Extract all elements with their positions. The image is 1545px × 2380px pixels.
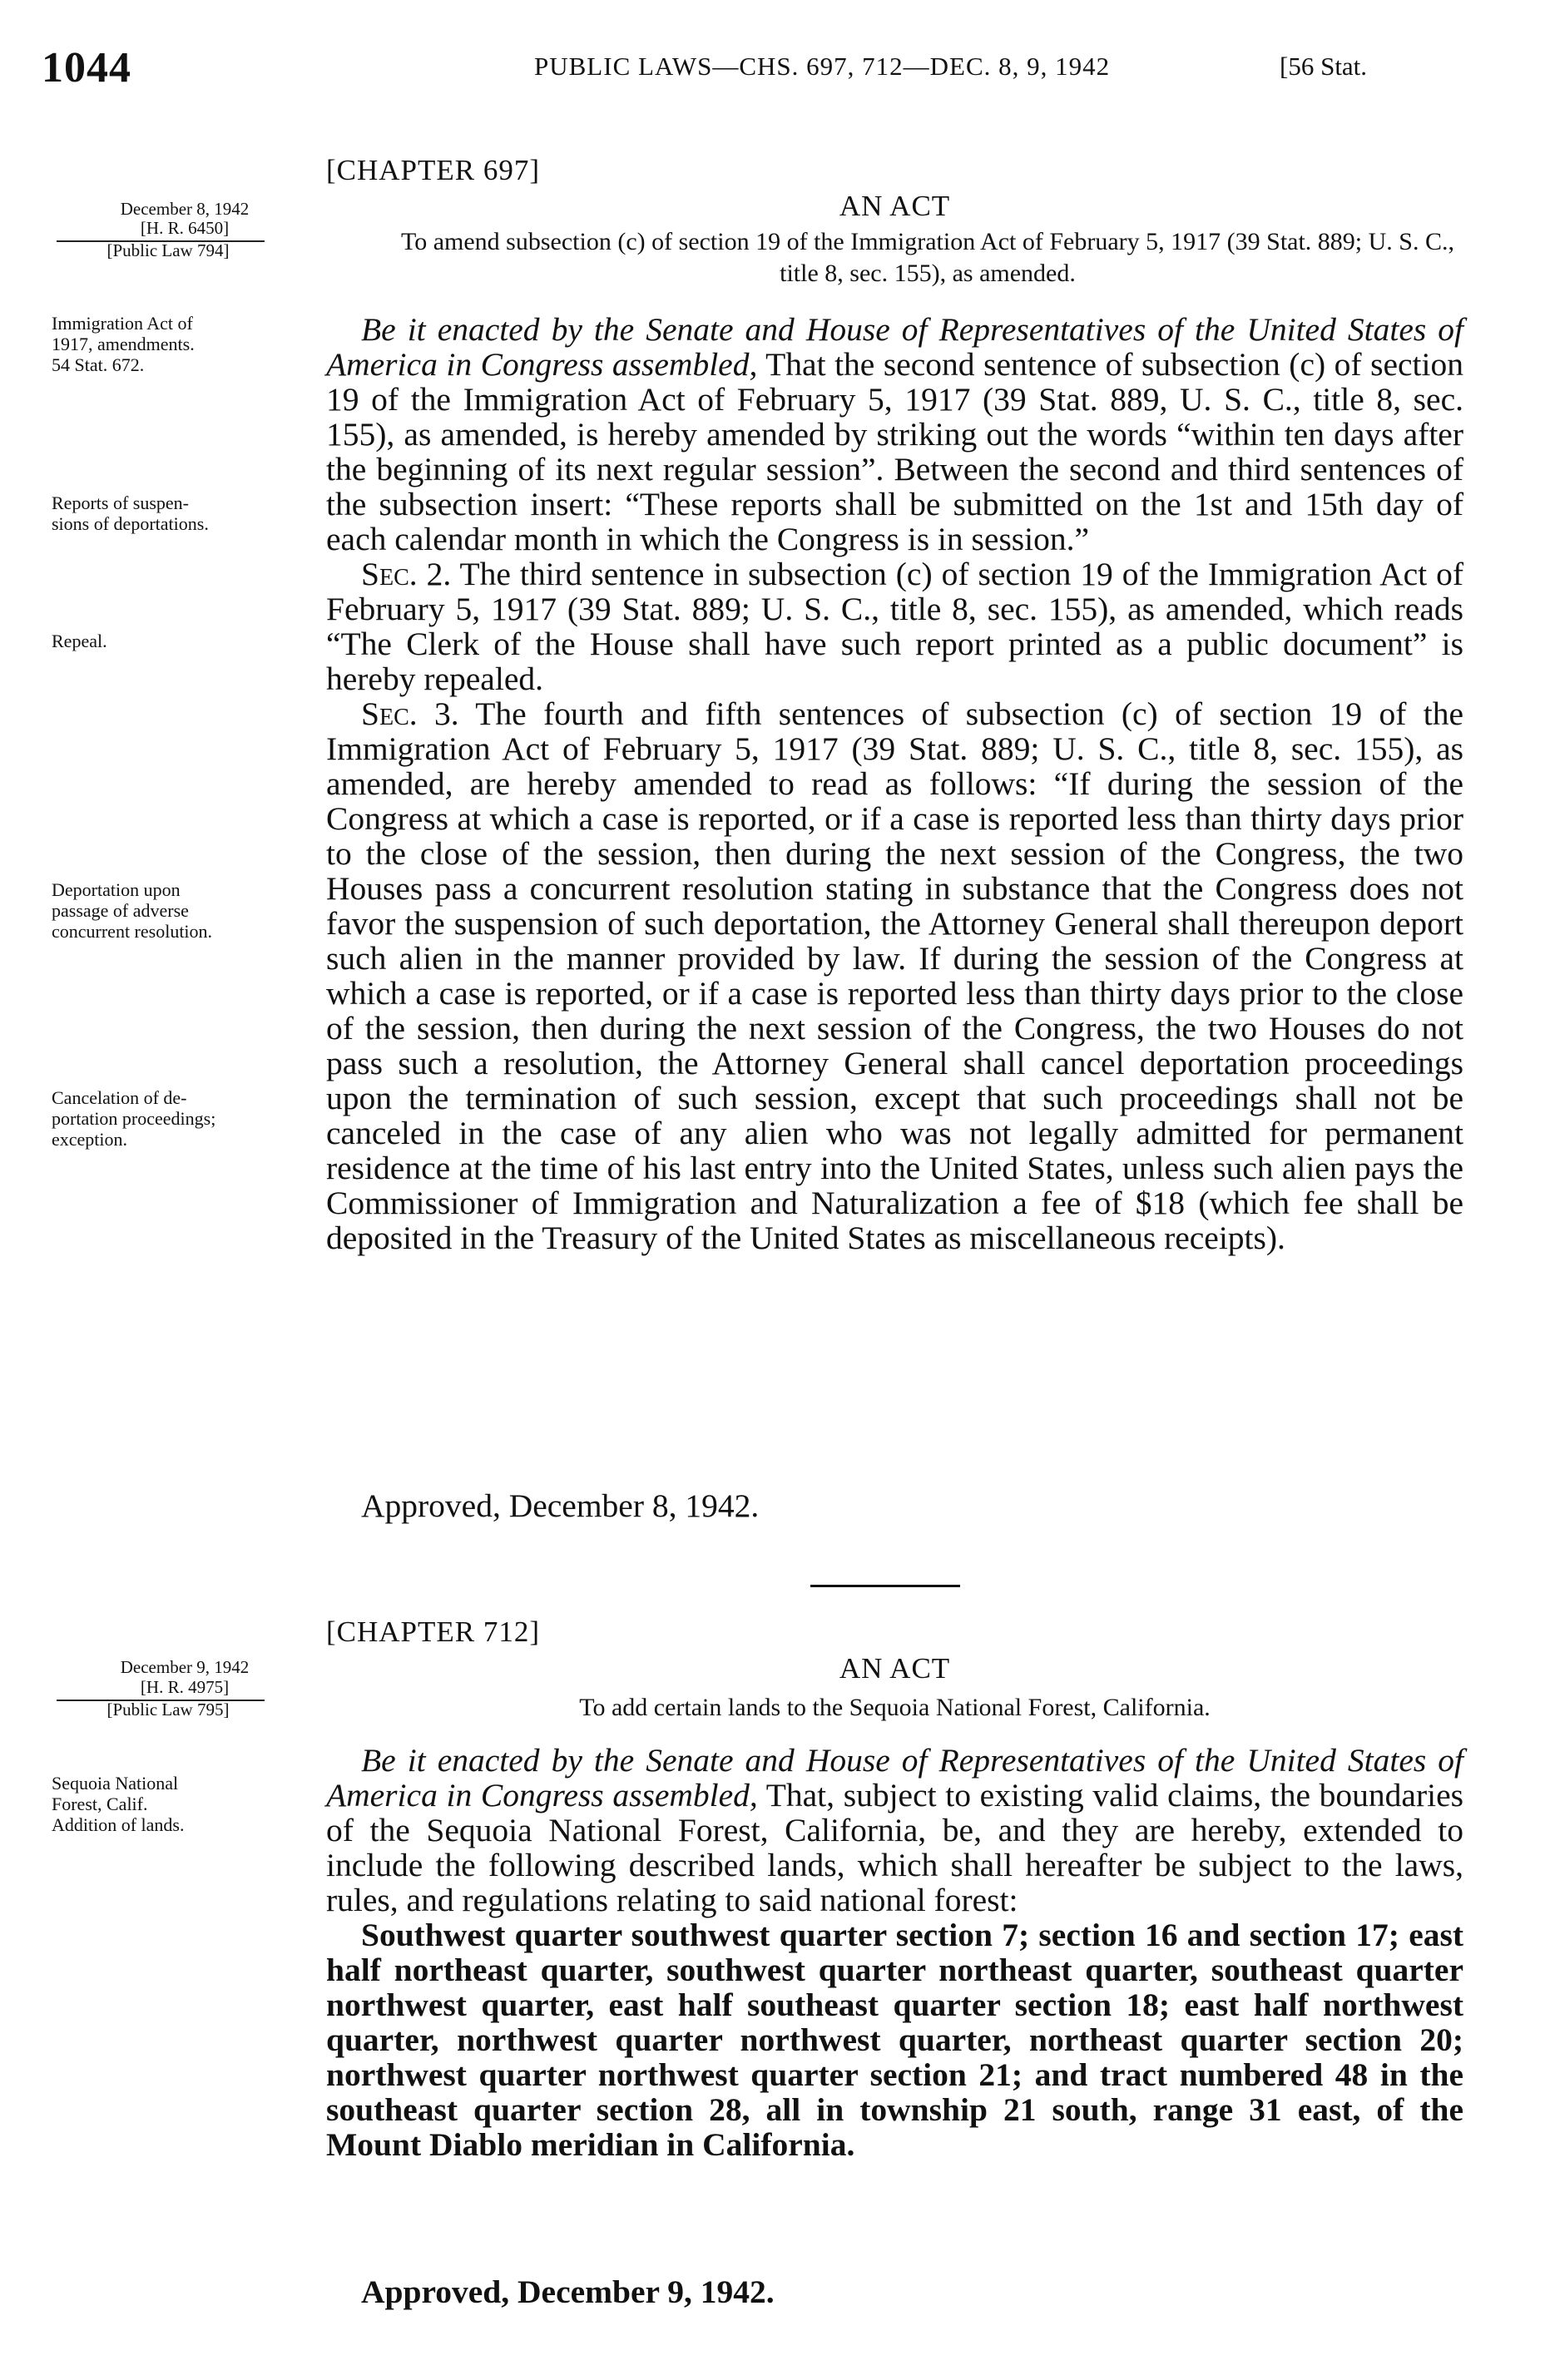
ch697-margin-note-reports: Reports of suspen- sions of deportations. xyxy=(52,492,209,534)
ch712-body xyxy=(326,1743,1463,2162)
ch712-bill-number: [H. R. 4975] xyxy=(140,1677,230,1697)
page-number: 1044 xyxy=(42,44,131,92)
ch697-margin-note-deportation: Deportation upon passage of adverse concurrent resolution. xyxy=(52,879,213,942)
ch712-purpose: To add certain lands to the Sequoia National Forest, California. xyxy=(579,1694,1211,1721)
ch712-approved: Approved, December 9, 1942. xyxy=(361,2274,775,2310)
ch712-enacting-paragraph: Be it enacted by the Senate and House of Representatives of the United States of America in Congress assembled, That, subject to existing valid claims, the boundaries of the Sequoia National Forest, California, be, and they are hereby, extended to include the following described lands, which shall hereafter be subject to the laws, rules, and regulations relating to said national forest: xyxy=(326,1742,1463,1918)
running-title: PUBLIC LAWS—CHS. 697, 712—DEC. 8, 9, 1942 xyxy=(534,52,1111,81)
ch697-margin-note-repeal: Repeal. xyxy=(52,631,107,651)
ch697-section-1: Be it enacted by the Senate and House of Representatives of the United States of America in Congress assembled, That the second sentence of subsection (c) of section 19 of the Immigration Act of February 5, 1917 (39 Stat. 889, U. S. C., title 8, sec. 155), as amended, is hereby amended by striking out the words “within ten days after the beginning of its next regular session”. Between the second and third sentences of the subsection insert: “These reports shall be submitted on the 1st and 15th day of each calendar month in which the Congress is in session.” xyxy=(326,311,1463,557)
ch712-public-law: [Public Law 795] xyxy=(106,1700,230,1719)
ch712-lands-description: Southwest quarter southwest quarter section 7; section 16 and section 17; east half northeast quarter, southwest quarter northeast quarter, southeast quarter northwest quarter, east half southeast quarter section 18; east half northwest quarter, northwest quarter northwest quarter, northeast quarter section 20; northwest quarter northwest quarter section 21; and tract numbered 48 in the southeast quarter section 28, all in township 21 south, range 31 east, of the Mount Diablo meridian in California. xyxy=(326,1917,1463,2163)
ch697-margin-note-cancelation: Cancelation of de- portation proceedings; exception. xyxy=(52,1087,216,1150)
ch697-an-act: AN ACT xyxy=(839,190,951,222)
ch712-an-act: AN ACT xyxy=(839,1652,951,1685)
ch697-bill-number: [H. R. 6450] xyxy=(140,218,230,238)
ch712-chapter-label: [CHAPTER 712] xyxy=(326,1616,541,1648)
ch697-enacting-clause: Be it enacted by the Senate and House of Representatives of the United States of America in Congress assembled, xyxy=(326,311,1463,383)
ch697-chapter-label: [CHAPTER 697] xyxy=(326,154,541,186)
ch697-date: December 8, 1942 xyxy=(120,199,250,219)
ch712-date: December 9, 1942 xyxy=(120,1657,250,1677)
volume-reference: [56 Stat. xyxy=(1280,52,1368,81)
ch697-purpose: To amend subsection (c) of section 19 of the Immigration Act of February 5, 1917 (39 Stat. 889; U. S. C., title 8, sec. 155), as amended. xyxy=(400,228,1455,287)
chapter-separator xyxy=(810,1585,960,1587)
ch697-section-3: Sec. 3. The fourth and fifth sentences of subsection (c) of section 19 of the Immigration Act of February 5, 1917 (39 Stat. 889; U. S. C., title 8, sec. 155), as amended, are hereby amended to read as follows: “If during the session of the Congress at which a case is reported, or if a case is reported less than thirty days prior to the close of the session, then during the next session of the Congress, the two Houses pass a concurrent resolution stating in substance that the Congress does not favor the suspension of such deportation, the Attorney General shall thereupon deport such alien in the manner provided by law. If during the session of the Congress at which a case is reported, or if a case is reported less than thirty days prior to the close of the session, then during the next session of the Congress, the two Houses do not pass such a resolution, the Attorney General shall cancel deportation proceedings upon the termination of such session, except that such proceedings shall not be canceled in the case of any alien who was not legally admitted for permanent residence at the time of his last entry into the United States, unless such alien pays the Commissioner of Immigration and Naturalization a fee of $18 (which fee shall be deposited in the Treasury of the United States as miscellaneous receipts). xyxy=(326,695,1464,1256)
ch697-body xyxy=(326,312,1463,1255)
ch697-margin-note-immigration: Immigration Act of 1917, amendments. 54 Stat. 672. xyxy=(52,313,195,375)
ch697-approved: Approved, December 8, 1942. xyxy=(361,1487,760,1524)
ch697-section-2: Sec. 2. The third sentence in subsection (c) of section 19 of the Immigration Act of February 5, 1917 (39 Stat. 889; U. S. C., title 8, sec. 155), as amended, which reads “The Clerk of the House shall have such report printed as a public document” is hereby repealed. xyxy=(326,556,1463,697)
ch697-public-law: [Public Law 794] xyxy=(106,240,230,260)
ch712-margin-note-sequoia: Sequoia National Forest, Calif. Addition of lands. xyxy=(52,1773,185,1835)
ch712-enacting-clause: Be it enacted by the Senate and House of Representatives of the United States of America in Congress assembled, xyxy=(326,1742,1463,1813)
